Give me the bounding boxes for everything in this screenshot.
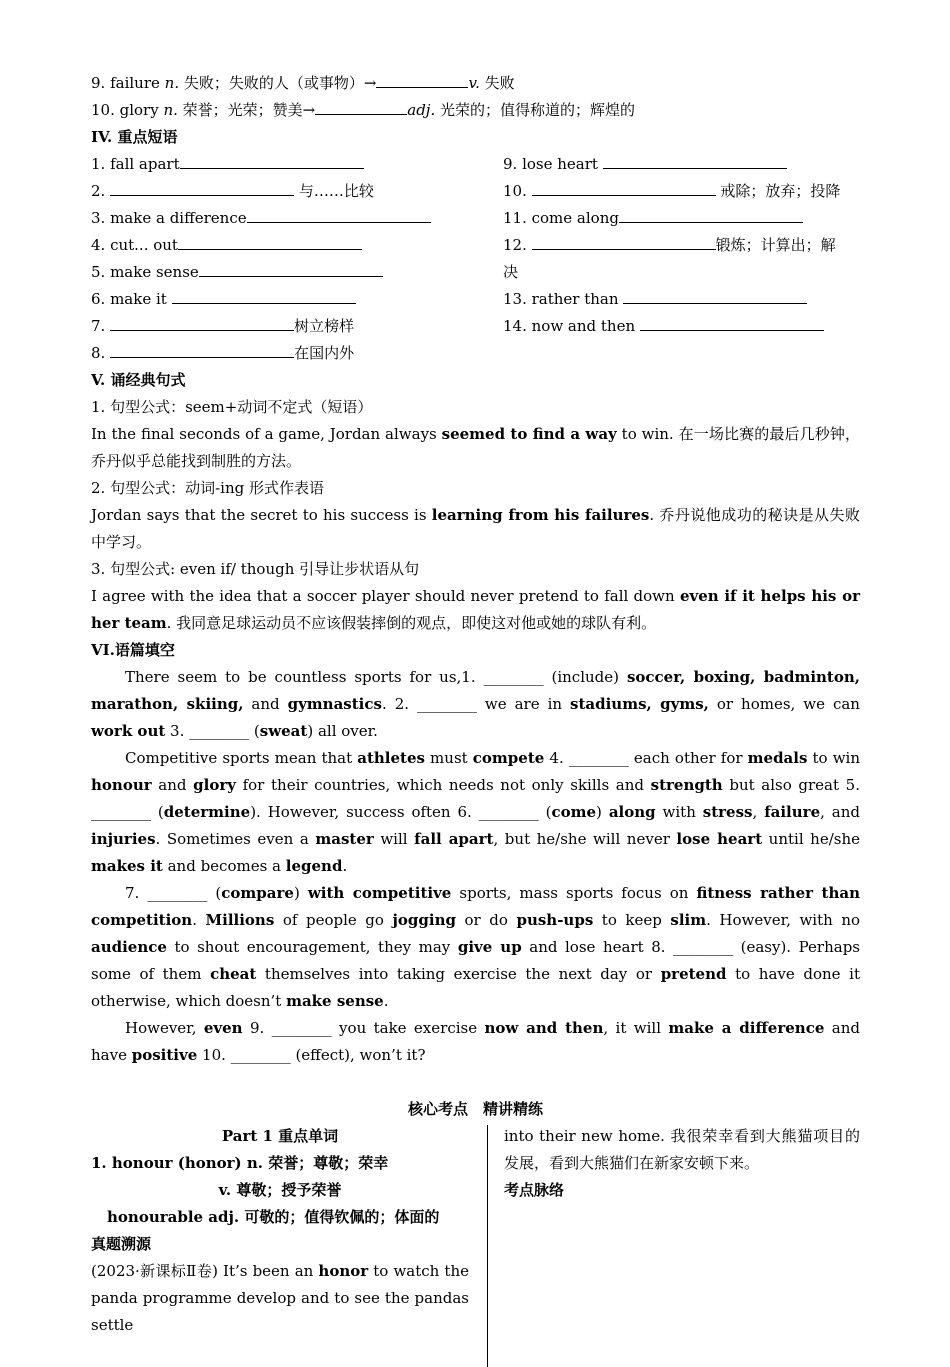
answer-blank[interactable]: ________ [568,749,629,767]
core-two-column [91,1123,860,1367]
phrase-item: 8. 在国内外 [91,344,355,362]
phrase-item: 9. lose heart [503,151,860,178]
word-entry-line-1: 1. honour (honor) n. 荣誉；尊敬；荣幸 [91,1154,389,1172]
source-example-continued: into their new home. 我很荣幸看到大熊猫项目的发展，看到大熊猫们在新家安顿下来。 [504,1127,860,1172]
vocab-item-10: 10. glory n. 荣誉；光荣；赞美→ adj. 光荣的；值得称道的；辉煌的 [91,101,635,119]
answer-blank[interactable]: ________ [91,803,151,821]
answer-blank[interactable] [623,288,807,304]
phrase-item: 10. 戒除；放弃；投降 [503,182,841,200]
cloze-paragraph-2: Competitive sports mean that athletes must compete 4. ________ each other for medals to win honour and glory for their countries, which needs not only skills and strength but also great 5. ________ (determine). However, success often 6. ________ (come) along with stress, failure, and injuries. Sometimes even a master will fall apart, but he/she will never lose heart until he/she makes it and becomes a legend. [91,749,860,875]
phrase-item: 14. now and then [503,313,860,340]
phrase-item: 12. 锻炼；计算出；解 [503,236,836,254]
cloze-paragraph-4: However, even 9. ________ you take exercise now and then, it will make a difference and have positive 10. ________ (effect), won’t it? [91,1019,860,1064]
answer-blank[interactable] [178,234,362,250]
answer-blank[interactable] [376,72,468,88]
answer-blank[interactable] [199,261,383,277]
answer-blank[interactable]: ________ [673,938,734,956]
answer-blank[interactable] [640,315,824,331]
part-title: Part 1 重点单词 [221,1127,339,1145]
answer-blank[interactable] [172,288,356,304]
word-entry-line-3: honourable adj. 可敬的；值得钦佩的；体面的 [107,1208,440,1226]
answer-blank[interactable] [110,315,294,331]
sentence-formula-1: 1. 句型公式：seem+动词不定式（短语） [91,398,373,416]
cloze-paragraph-3: 7. ________ (compare) with competitive sports, mass sports focus on fitness rather than competition. Millions of people go jogging or do push-ups to keep slim. However, with no audience to shout encouragement, they may give up and lose heart 8. ________ (easy). Perhaps some of them cheat themselves into taking exercise the next day or pretend to have done it otherwise, which doesn’t make sense. [91,884,861,1010]
phrase-item: 11. come along [503,205,860,232]
section-cloze-title: VI.语篇填空 [91,641,175,659]
phrase-item: 3. make a difference [91,205,503,232]
phrase-item: 5. make sense [91,259,503,286]
answer-blank[interactable] [110,342,294,358]
answer-blank[interactable]: ________ [271,1019,332,1037]
answer-blank[interactable] [603,153,787,169]
phrase-item: 13. rather than [503,286,860,313]
section-sentences-title: V. 诵经典句式 [91,371,186,389]
section-phrases-title: IV. 重点短语 [91,128,178,146]
sentence-example-3: I agree with the idea that a soccer player should never pretend to fall down even if it helps his or her team. 我同意足球运动员不应该假装摔倒的观点，即使这对他或她的球队有利。 [91,587,860,632]
cloze-paragraph-1: There seem to be countless sports for us,1. ________ (include) soccer, boxing, badminton, marathon, skiing, and gymnastics. 2. ________ we are in stadiums, gyms, or homes, we can work out 3. ________ (sweat) all over. [91,668,860,740]
answer-blank[interactable]: ________ [478,803,539,821]
document-page [91,70,860,1367]
answer-blank[interactable]: ________ [416,695,477,713]
context-title: 考点脉络 [504,1181,565,1199]
word-entry-line-2: v. 尊敬；授予荣誉 [218,1181,342,1199]
sentence-example-1: In the final seconds of a game, Jordan always seemed to find a way to win. 在一场比赛的最后几秒钟，乔丹似乎总能找到制胜的方法。 [91,425,860,470]
sentence-example-2: Jordan says that the secret to his success is learning from his failures. 乔丹说他成功的秘诀是从失败中学习。 [91,506,860,551]
sentence-formula-3: 3. 句型公式: even if/ though 引导让步状语从句 [91,560,420,578]
core-left-column [91,1123,469,1367]
core-section-title: 核心考点 精讲精练 [407,1100,543,1118]
answer-blank[interactable] [619,207,803,223]
phrase-item: 7. 树立榜样 [91,317,355,335]
phrases-right-column [503,151,860,367]
answer-blank[interactable]: ________ [230,1046,291,1064]
sentence-formula-2: 2. 句型公式：动词-ing 形式作表语 [91,479,324,497]
answer-blank[interactable]: ________ [147,884,208,902]
phrases-grid [91,151,860,367]
answer-blank[interactable]: ________ [189,722,250,740]
phrase-item: 2. 与……比较 [91,182,374,200]
answer-blank[interactable] [315,99,407,115]
answer-blank[interactable] [532,234,716,250]
column-divider [487,1125,488,1367]
phrase-item-continued: 决 [503,263,519,281]
answer-blank[interactable]: ________ [483,668,544,686]
source-title: 真题溯源 [91,1235,152,1253]
answer-blank[interactable] [247,207,431,223]
core-right-column [504,1123,860,1367]
answer-blank[interactable] [532,180,716,196]
answer-blank[interactable] [180,153,364,169]
phrase-item: 4. cut... out [91,232,503,259]
answer-blank[interactable] [110,180,294,196]
source-example: (2023·新课标Ⅱ卷) It’s been an honor to watch the panda programme develop and to see the pandas settle [91,1262,469,1334]
phrase-item: 1. fall apart [91,151,503,178]
phrases-left-column [91,151,503,367]
vocab-item-9: 9. failure n. 失败；失败的人（或事物）→ v. 失败 [91,74,515,92]
phrase-item: 6. make it [91,286,503,313]
